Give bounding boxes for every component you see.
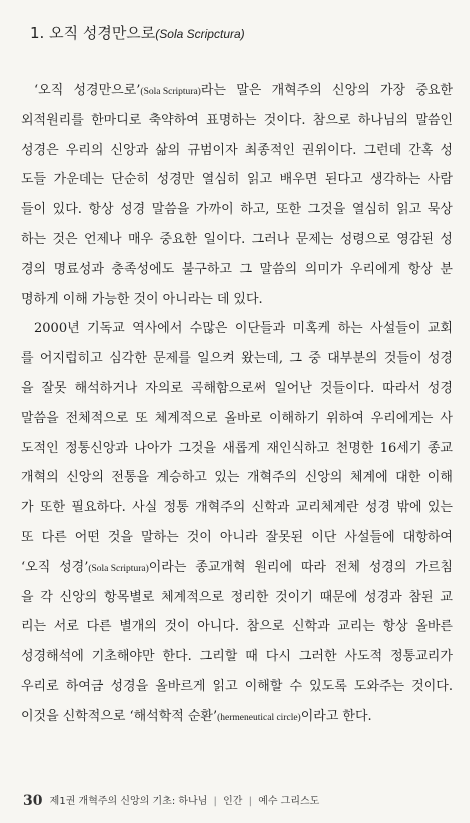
word: 개혁주의 (195, 500, 246, 516)
word: 가까이 (195, 202, 234, 218)
word: 것을 (107, 529, 133, 545)
running-header-part3: 예수 그리스도 (258, 796, 320, 807)
word: 곡해함으로써 (190, 380, 267, 396)
word: 우리에게 (349, 261, 401, 277)
word: 우리로 (21, 678, 59, 694)
word: 것들이다. (319, 380, 375, 396)
word: 서로 (53, 619, 79, 635)
word: 불구하고 (181, 261, 232, 277)
word: 참으로 (312, 112, 351, 128)
word: 최종적인 (244, 142, 295, 158)
word: 하는 (337, 321, 363, 337)
word: 대한 (395, 470, 421, 486)
word: 명하게 (21, 291, 59, 307)
word: 것이다. (411, 678, 453, 694)
word: 이라는 (148, 559, 187, 575)
text-line (21, 255, 453, 285)
text-line (21, 314, 453, 344)
word: 밖에 (396, 500, 422, 516)
word: 성경은 (21, 142, 59, 158)
word: 삶의 (155, 142, 181, 158)
word: 성경을 (110, 678, 149, 694)
text-line (21, 672, 453, 702)
section-title-latin: (Sola Scripctura) (155, 27, 245, 41)
word: 매우 (127, 231, 154, 247)
word: 교 (440, 589, 453, 605)
word: 올바르게 (155, 678, 206, 694)
word: 배우면 (279, 172, 318, 188)
word: 신앙의 (332, 83, 370, 98)
word: 그것을 (178, 440, 217, 456)
text-line (21, 463, 453, 493)
word: 일으켜 (197, 351, 235, 367)
word: 하나님의 (357, 112, 409, 128)
word: 하는 (21, 231, 47, 247)
word: 을 (21, 589, 34, 605)
word: 도들 (21, 172, 47, 188)
word: 그 (289, 351, 302, 367)
text-line (21, 225, 453, 255)
word: 미혹케 (292, 321, 331, 337)
word: 가장 (379, 83, 406, 98)
word: 따라 (300, 559, 326, 575)
word: 영감된 (396, 231, 434, 247)
word: 말씀인 (415, 112, 453, 128)
word: 성 (440, 142, 453, 158)
word: 단순히 (111, 172, 150, 188)
word: 들이 (21, 202, 47, 218)
word: 라는 (200, 83, 226, 98)
word: 있는 (427, 500, 453, 516)
word: 이단들과 (234, 321, 286, 337)
word: 이단 (311, 529, 337, 545)
word: 것이 (133, 291, 159, 307)
word: 사설들에 (344, 529, 395, 545)
word: 위하여 (326, 410, 364, 426)
text-line (21, 374, 453, 404)
word: 성경만으로’(Sola Scriptura)라는 (73, 83, 226, 98)
word: 신앙의 (59, 589, 98, 605)
word: 분 (440, 261, 453, 277)
word: 읽고 (212, 678, 238, 694)
word: 2000년 (34, 321, 80, 337)
word: 개혁주의 (247, 470, 298, 486)
running-header-part2: 인간 (223, 796, 243, 807)
word: 항상 (382, 619, 408, 635)
word: 축약하여 (148, 112, 199, 128)
word: 것이다. (263, 112, 306, 128)
word: 하고, (240, 202, 270, 218)
word: 말씀을 (151, 202, 190, 218)
word: 항상 (88, 202, 114, 218)
word: 가운데는 (53, 172, 104, 188)
word: 한다. (162, 649, 192, 665)
word: 충족성에도 (111, 261, 175, 277)
word: 이해하기 (268, 410, 320, 426)
text-line (21, 583, 453, 613)
word: 16세기 (379, 440, 422, 456)
word: 말씀을 (21, 410, 59, 426)
word: 중 (308, 351, 321, 367)
text-line (21, 523, 453, 553)
word: 묵상 (427, 202, 453, 218)
word: 기독교 (87, 321, 125, 337)
section-number: 1. (30, 24, 45, 42)
section-heading (30, 22, 245, 43)
word: 데 (216, 291, 230, 307)
word: 말은 (236, 83, 262, 98)
word: 순환’(hermeneutical circle)이라고 (187, 708, 339, 724)
body-text (21, 76, 453, 732)
word: 체계에 (349, 470, 388, 486)
word: 사설들이 (370, 321, 421, 337)
word: 사실 (132, 500, 158, 516)
word: 가르침 (415, 559, 453, 575)
text-line (21, 612, 453, 642)
word: 올바로 (224, 410, 263, 426)
word: 왔는데, (241, 351, 284, 367)
word: 말씀의 (259, 261, 298, 277)
word: 종교 (427, 440, 453, 456)
word: 성경만 (156, 172, 195, 188)
word: 가 (21, 500, 34, 516)
word: 그것을 (307, 202, 346, 218)
word: 그런데 (363, 142, 402, 158)
word: 정통신앙과 (65, 440, 128, 456)
word: 교리체계란 (295, 500, 359, 516)
word: 그리할 (199, 649, 238, 665)
word: 신학과 (291, 619, 330, 635)
word: 생각하는 (370, 172, 421, 188)
word: 의미가 (304, 261, 343, 277)
word: 리는 (21, 619, 47, 635)
word: 성경과 (364, 589, 402, 605)
word: 다시 (265, 649, 291, 665)
text-line (21, 285, 453, 315)
word: 대항하여 (402, 529, 453, 545)
word: 해석하거나 (74, 380, 138, 396)
text-line (21, 136, 453, 166)
word: 중요한 (159, 231, 198, 247)
word: 열심히 (201, 172, 240, 188)
text-line (21, 165, 453, 195)
text-line (21, 553, 453, 583)
word: 새롭게 (222, 440, 261, 456)
word: 또 (21, 529, 34, 545)
word: 성경’(Sola Scriptura)이라는 (59, 559, 187, 575)
word: 그러한 (298, 649, 337, 665)
word: ‘오직 (21, 559, 51, 575)
word: 사도적 (344, 649, 383, 665)
word: 잘못된 (265, 529, 304, 545)
word: 자의로 (145, 380, 183, 396)
word: 열심히 (351, 202, 390, 218)
word: 규범이자 (187, 142, 238, 158)
word: 성령으로 (339, 231, 390, 247)
word: 된다고 (324, 172, 363, 188)
word: 한마디로 (91, 112, 142, 128)
word: 있도록 (309, 678, 347, 694)
footer-divider: | (248, 796, 252, 807)
word: 이것을 (21, 708, 59, 724)
word: 사 (440, 410, 453, 426)
word: 또한 (39, 500, 66, 516)
word: 아니라는 (162, 291, 213, 307)
word: 중요한 (415, 83, 453, 98)
word: 이해 (62, 291, 88, 307)
word: 재인식하고 (266, 440, 330, 456)
word: 가능한 (91, 291, 130, 307)
text-line (21, 76, 453, 106)
word: 정통교리가 (390, 649, 453, 665)
text-line (21, 344, 453, 374)
word: 명료성과 (53, 261, 104, 277)
word: 간혹 (408, 142, 434, 158)
word: 원리에 (254, 559, 293, 575)
word: 도적인 (21, 440, 59, 456)
word: 나아가 (134, 440, 172, 456)
word: 때문에 (319, 589, 358, 605)
word: 그러나 (251, 231, 290, 247)
running-header-book: 제1권 개혁주의 신앙의 기초: 하나님 (49, 796, 208, 807)
word: 참으로 (246, 619, 285, 635)
section-title: 오직 성경만으로 (49, 24, 156, 42)
text-line (21, 642, 453, 672)
word: 정통 (163, 500, 189, 516)
word: 따라서 (382, 380, 420, 396)
word: 개혁주의 (271, 83, 322, 98)
text-line (21, 404, 453, 434)
page-number: 30 (23, 793, 43, 809)
text-line (21, 702, 453, 732)
word: 일어난 (274, 380, 312, 396)
word: 있는 (214, 470, 240, 486)
word: 성경의 (368, 559, 407, 575)
word: 때 (245, 649, 258, 665)
word: 읽고 (396, 202, 422, 218)
word: 성경해석에 (21, 649, 84, 665)
word: 항상 (407, 261, 433, 277)
latin-term: (Sola Scriptura) (140, 87, 201, 97)
latin-term: (hermeneutical circle) (217, 712, 301, 723)
word: 심각한 (109, 351, 147, 367)
word: 잘못 (41, 380, 67, 396)
page-footer (23, 792, 319, 809)
word: 수 (289, 678, 303, 694)
word: 종교개혁 (195, 559, 246, 575)
text-line (21, 493, 453, 523)
word: 수많은 (189, 321, 228, 337)
word: 사람 (427, 172, 453, 188)
word: 있다. (233, 291, 263, 307)
word: 성경 (427, 380, 453, 396)
text-line (21, 434, 453, 464)
word: 그 (239, 261, 253, 277)
word: 천명한 (335, 440, 374, 456)
word: 체계적으로 (154, 410, 218, 426)
word: 성경 (427, 351, 453, 367)
word: 일이다. (203, 231, 246, 247)
word: 표명하는 (206, 112, 257, 128)
word: 언제나 (83, 231, 122, 247)
word: 성 (440, 231, 453, 247)
word: 있다. (52, 202, 82, 218)
word: 어떤 (74, 529, 100, 545)
word: 참된 (408, 589, 434, 605)
word: 성경 (364, 500, 391, 516)
word: 어지럽히고 (39, 351, 103, 367)
word: 읽고 (247, 172, 273, 188)
word: 것이 (164, 619, 190, 635)
word: 우리에게는 (370, 410, 434, 426)
word: ‘오직 (34, 83, 64, 98)
word: 신학과 (251, 500, 290, 516)
word: 전체 (334, 559, 360, 575)
word: 전체적으로 (65, 410, 129, 426)
word: 아니라 (219, 529, 258, 545)
word: 역사에서 (132, 321, 183, 337)
word: 항목별로 (104, 589, 155, 605)
word: 우리의 (65, 142, 104, 158)
word: 외적원리를 (21, 112, 84, 128)
word: 것이 (186, 529, 212, 545)
word: 올바른 (415, 619, 453, 635)
word: 이라고 (300, 708, 339, 724)
word: 각 (40, 589, 53, 605)
word: 신학적으로 (62, 708, 126, 724)
footer-divider: | (213, 796, 217, 807)
word: 말하는 (141, 529, 179, 545)
word: 계승하고 (156, 470, 207, 486)
text-line (21, 195, 453, 225)
word: 이해할 (244, 678, 283, 694)
word: 정리한 (230, 589, 269, 605)
word: 도와주는 (353, 678, 405, 694)
word: 신앙의 (304, 470, 343, 486)
word: 또 (135, 410, 148, 426)
word: 전통을 (111, 470, 150, 486)
word: 아니다. (197, 619, 240, 635)
word: 필요하다. (71, 500, 126, 516)
word: 를 (21, 351, 34, 367)
word: 이해 (427, 470, 453, 486)
word: 권위이다. (302, 142, 357, 158)
word: 대부분의 (327, 351, 378, 367)
word: 개혁의 (21, 470, 59, 486)
word: 체계적으로 (161, 589, 224, 605)
word: 것들이 (383, 351, 422, 367)
word: 별개의 (119, 619, 157, 635)
word: 경의 (21, 261, 47, 277)
word: 다른 (41, 529, 67, 545)
word: 기초해야만 (91, 649, 155, 665)
word: 문제는 (295, 231, 334, 247)
word: 하여금 (65, 678, 104, 694)
word: 한다. (342, 708, 372, 724)
word: 성경 (120, 202, 146, 218)
word: 교회 (427, 321, 453, 337)
word: ‘해석학적 (129, 708, 184, 724)
word: 것이기 (275, 589, 313, 605)
word: 교리는 (337, 619, 375, 635)
word: 다른 (86, 619, 112, 635)
word: 문제를 (153, 351, 191, 367)
text-line (21, 106, 453, 136)
word: 신앙과 (110, 142, 149, 158)
word: 것은 (52, 231, 78, 247)
word: 을 (21, 380, 34, 396)
word: 신앙의 (66, 470, 104, 486)
latin-term: (Sola Scriptura) (88, 563, 149, 574)
word: 또한 (275, 202, 302, 218)
